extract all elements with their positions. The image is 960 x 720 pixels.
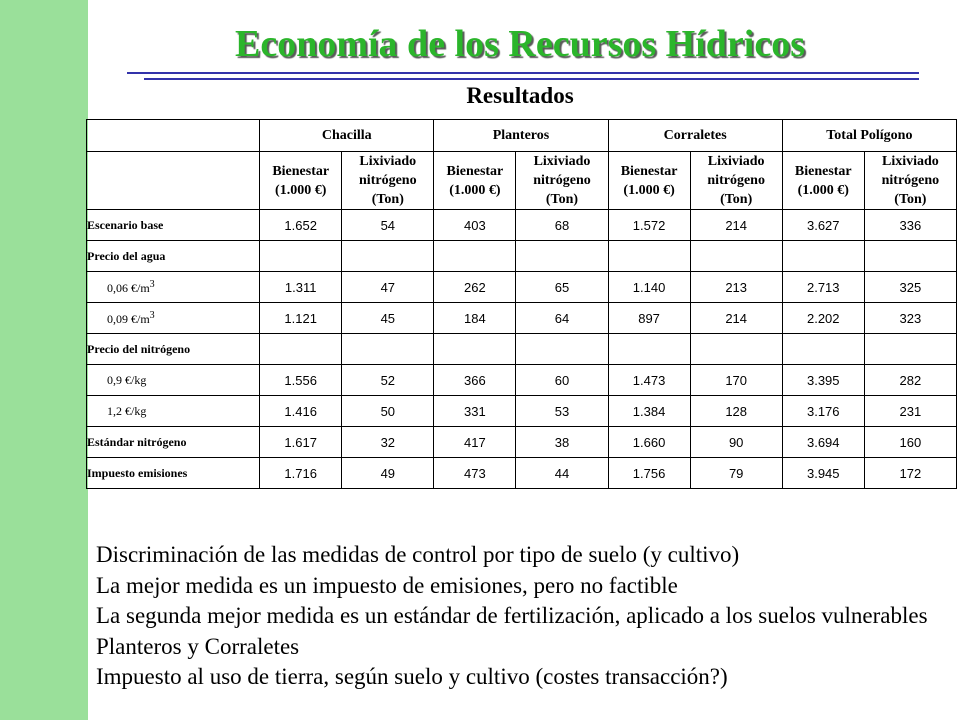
table-row [87,458,957,489]
table-subheader-row [87,152,957,210]
table-cell: 403 [434,210,516,241]
table-cell: 3.945 [782,458,864,489]
table-cell: 473 [434,458,516,489]
row-label [87,241,260,272]
table-cell: 1.572 [608,210,690,241]
table-row [87,334,957,365]
table-cell: 262 [434,272,516,303]
table-cell: 214 [690,303,782,334]
table-cell: 1.416 [260,396,342,427]
table-cell: 1.660 [608,427,690,458]
group-header-chacilla: Chacilla [260,120,434,152]
table-row [87,427,957,458]
table-cell: 47 [342,272,434,303]
table-row [87,365,957,396]
table-cell [782,241,864,272]
table-cell: 323 [864,303,956,334]
table-cell [608,334,690,365]
subheader-text: Bienestar [794,163,852,179]
table-cell: 1.140 [608,272,690,303]
table-cell: 3.176 [782,396,864,427]
group-header-corraletes: Corraletes [608,120,782,152]
row-label [87,396,260,427]
row-label [87,303,260,334]
table-cell: 52 [342,365,434,396]
table-cell [342,241,434,272]
table-cell: 184 [434,303,516,334]
table-cell: 45 [342,303,434,334]
table-cell: 44 [516,458,608,489]
subheader-text: (Ton) [894,192,927,207]
row-label-text: Estándar nitrógeno [87,434,187,449]
table-cell: 68 [516,210,608,241]
row-label-text: 0,09 €/m [107,311,150,326]
row-label-text: Precio del nitrógeno [87,341,191,356]
group-header-planteros: Planteros [434,120,608,152]
table-cell: 3.694 [782,427,864,458]
table-cell: 231 [864,396,956,427]
row-label-text: 0,06 €/m [107,280,150,295]
table-cell: 79 [690,458,782,489]
row-label-text: 1,2 €/kg [107,403,147,418]
row-label [87,210,260,241]
title-underline-second [144,78,919,80]
subheader-text: Lixiviado [881,154,939,169]
group-header-total: Total Polígono [782,120,956,152]
table-cell: 325 [864,272,956,303]
subheader-bienestar [608,152,690,210]
table-cell: 172 [864,458,956,489]
row-label [87,458,260,489]
row-label-text: Precio del agua [87,248,166,263]
table-cell: 897 [608,303,690,334]
subheader-text: nitrógeno [359,173,417,188]
table-cell: 1.121 [260,303,342,334]
table-row [87,210,957,241]
table-row [87,241,957,272]
table-cell [260,334,342,365]
table-cell [864,241,956,272]
unit-exponent: 3 [149,278,155,290]
title-underline [127,72,919,74]
table-cell: 282 [864,365,956,396]
table-cell: 1.617 [260,427,342,458]
table-cell: 160 [864,427,956,458]
table-cell: 38 [516,427,608,458]
subheader-bienestar [434,152,516,210]
table-cell: 53 [516,396,608,427]
row-label [87,334,260,365]
table-cell [864,334,956,365]
row-label [87,272,260,303]
subheader-text: Bienestar [446,163,504,179]
table-cell: 49 [342,458,434,489]
subheader-text: (1.000 €) [449,182,501,198]
unit-exponent: 3 [149,309,155,321]
row-label [87,365,260,396]
subheader-text: (1.000 €) [797,182,849,198]
subheader-text: nitrógeno [707,173,765,188]
table-cell: 1.756 [608,458,690,489]
table-cell: 3.395 [782,365,864,396]
conclusions-list [96,540,958,693]
table-cell: 213 [690,272,782,303]
subheader-text: nitrógeno [881,173,940,188]
table-cell: 1.384 [608,396,690,427]
table-subheader-blank [87,152,260,210]
conclusion-item: Impuesto al uso de tierra, según suelo y cultivo (costes transacción?) [96,664,728,689]
subheader-lixiviado [864,152,956,210]
table-cell: 90 [690,427,782,458]
table-cell: 336 [864,210,956,241]
table-body [87,210,957,489]
table-cell: 417 [434,427,516,458]
table-cell: 60 [516,365,608,396]
table-cell: 1.311 [260,272,342,303]
table-cell [690,334,782,365]
table-cell [782,334,864,365]
subheader-bienestar [782,152,864,210]
table-cell: 331 [434,396,516,427]
table-cell: 64 [516,303,608,334]
table-cell [342,334,434,365]
row-label-text: Impuesto emisiones [87,465,188,480]
conclusion-item: La segunda mejor medida es un estándar de fertilización, aplicado a los suelos vulnerables Planteros y Corraletes [96,603,928,659]
row-label [87,427,260,458]
table-cell: 32 [342,427,434,458]
subheader-text: (1.000 €) [275,182,327,198]
table-cell [434,334,516,365]
row-label-text: 0,9 €/kg [107,372,147,387]
subheader-lixiviado [690,152,782,210]
table-row [87,396,957,427]
table-cell: 1.716 [260,458,342,489]
table-cell [608,241,690,272]
table-cell [516,334,608,365]
subheader-text: nitrógeno [533,173,591,188]
subheader-text: (Ton) [371,192,404,207]
table-cell: 2.202 [782,303,864,334]
table-cell: 54 [342,210,434,241]
table-cell [260,241,342,272]
subheader-lixiviado [342,152,434,210]
results-table [86,119,957,489]
table-cell [516,241,608,272]
table-cell: 1.473 [608,365,690,396]
table-row [87,303,957,334]
subheader-text: Bienestar [620,163,678,179]
table-group-header-row [87,120,957,152]
subheader-bienestar [260,152,342,210]
subheader-text: (Ton) [720,192,753,207]
table-cell: 170 [690,365,782,396]
row-label-text: Escenario base [87,217,164,232]
table-cell: 128 [690,396,782,427]
table-cell [434,241,516,272]
conclusion-item: La mejor medida es un impuesto de emisiones, pero no factible [96,572,678,598]
section-subtitle: Resultados [466,83,574,108]
table-cell: 214 [690,210,782,241]
subheader-text: Bienestar [272,163,330,179]
subheader-text: Lixiviado [359,154,417,169]
subheader-text: (Ton) [545,192,579,207]
table-cell: 2.713 [782,272,864,303]
subheader-text: Lixiviado [533,154,591,169]
subheader-text: (1.000 €) [623,182,675,198]
table-cell: 1.556 [260,365,342,396]
page-title: Economía de los Recursos Hídricos [235,23,805,65]
table-cell: 1.652 [260,210,342,241]
table-corner-cell [87,120,260,152]
table-row [87,272,957,303]
table-cell: 50 [342,396,434,427]
table-cell: 366 [434,365,516,396]
table-cell: 65 [516,272,608,303]
subheader-lixiviado [516,152,608,210]
table-cell [690,241,782,272]
conclusion-item: Discriminación de las medidas de control por tipo de suelo (y cultivo) [96,542,740,567]
subheader-text: Lixiviado [707,154,765,169]
table-cell: 3.627 [782,210,864,241]
